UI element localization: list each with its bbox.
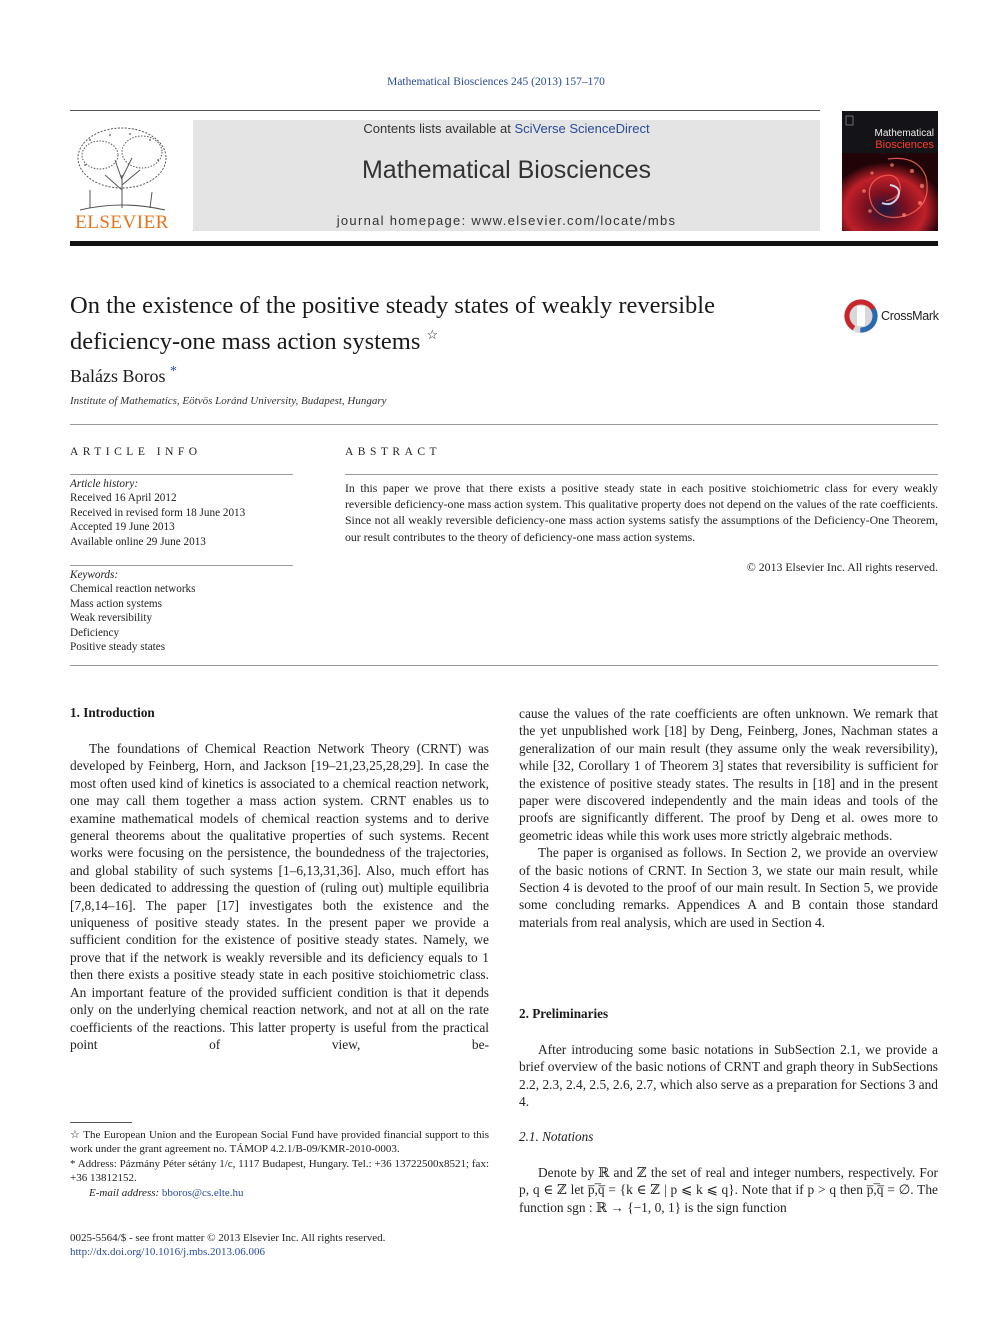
history-item: Accepted 19 June 2013 [70,521,175,534]
crossmark-label[interactable]: CrossMark [881,309,939,323]
cover-title-line1: Mathematical [874,128,934,139]
author-affiliation: Institute of Mathematics, Eötvös Loránd University, Budapest, Hungary [70,395,387,407]
keywords-label: Keywords: [70,569,119,581]
email-line [70,1186,489,1200]
email-label: E-mail address: [89,1186,162,1199]
keyword-item: Weak reversibility [70,612,153,625]
title-block-rule [70,424,938,425]
history-label: Article history: [70,478,139,490]
journal-homepage[interactable]: journal homepage: www.elsevier.com/locate/mbs [336,213,677,228]
author-line [70,364,177,387]
front-matter [70,1231,385,1260]
author-name: Balázs Boros [70,366,166,386]
cover-title-line2: Biosciences [875,139,934,151]
author-footnote-mark[interactable]: * [169,364,177,379]
article-title [70,291,810,356]
issn-line: 0025-5564/$ - see front matter © 2013 Elsevier Inc. All rights reserved. [70,1232,386,1244]
keyword-item: Deficiency [70,626,120,639]
abstract-copyright: © 2013 Elsevier Inc. All rights reserved. [746,560,938,574]
keyword-item: Mass action systems [70,597,162,610]
article-history [70,477,293,549]
preliminaries-text [519,1041,938,1111]
journal-title: Mathematical Biosciences [361,156,651,184]
header-rule [70,110,820,111]
crossmark-icon[interactable] [843,298,879,334]
article-title-line2: deficiency-one mass action systems [70,328,421,355]
funding-footnote: ☆ The European Union and the European Social Fund have provided financial support to this work under the grant agreement no. TÁMOP 4.2.1/B-09/KMR-2010-0003. [70,1129,489,1156]
article-info-heading: ARTICLE INFO [70,446,202,458]
preliminaries-paragraph: After introducing some basic notations in SubSection 2.1, we provide a brief overview of the basic notions of CRNT and graph theory in SubSections 2.2, 2.3, 2.4, 2.5, 2.6, 2.7, which also serve as a preparation for Sections 3 and 4. [519,1042,938,1110]
footnote-rule [70,1122,132,1123]
contents-line [193,121,820,136]
intro-paragraph-2: The paper is organised as follows. In Section 2, we provide an overview of the basic notions of CRNT. In Section 3, we state our main result, while Section 4 is devoted to the proof of our main result. In Section 5, we provide some concluding remarks. Appendices A and B contain those standard materials from real analysis, which are used in Section 4. [519,845,938,930]
journal-citation[interactable]: Mathematical Biosciences 245 (2013) 157–170 [387,76,605,88]
notations-text [519,1164,938,1216]
history-item: Received in revised form 18 June 2013 [70,506,246,519]
intro-paragraph-1: The foundations of Chemical Reaction Network Theory (CRNT) was developed by Feinberg, Horn, and Jackson [19–21,23,25,28,29]. In case the most often used kind of kinetics is associated to a chemical reaction network, one may call them together a mass action system. CRNT enables us to examine mathematical models of chemical reaction systems and to derive general theorems about the qualitative properties of such systems. Recent works were focusing on the persistence, the boundedness of the trajectories, and global stability of such systems [1–6,13,31,36]. Also, much effort has been dedicated to addressing the question of (ruling out) multiple equilibria [7,8,14–16]. The paper [17] investigates both the existence and the uniqueness of positive steady states. In the present paper we provide a sufficient condition for the existence of positive steady states. Namely, we prove that if the network is weakly reversible and its deficiency equals to 1 then there exists a positive steady state in each positive stoichiometric class. An important feature of the provided sufficient condition is that it depends only on the underlying chemical reaction network, and not at all on the rate coefficients of the reactions. This latter property is useful from the practical point of view, be- [70,741,489,1052]
footnotes [70,1128,489,1200]
abstract-rule [345,474,938,475]
intro-paragraph-1-continued: cause the values of the rate coefficients are often unknown. We remark that the yet unpublished work [18] by Deng, Feinberg, Jones, Nachman states a generalization of our main result (they assume only the weak reversibility), while [32, Corollary 1 of Theorem 3] states that reversibility is sufficient for the existence of positive steady states. The results in [18] and in the present paper were discovered independently and the main ideas and tools of the proofs are significantly different. The proof by Deng et al. owes more to geometric ideas while this work uses more strictly algebraic methods. [519,706,938,843]
right-column [519,705,938,931]
history-item: Available online 29 June 2013 [70,535,206,548]
section-heading-preliminaries: 2. Preliminaries [519,1006,609,1021]
abstract-text: In this paper we prove that there exists a positive steady state in each positive stoichiometric class for every weakly reversible deficiency-one mass action system. This qualitative property does not depend on the values of the rate coefficients. Since not all weakly reversible deficiency-one mass action systems satisfy the assumptions of the Deficiency-One Theorem, our result contributes to the theory of deficiency-one mass action systems. [345,481,938,544]
address-footnote: * Address: Pázmány Péter sétány 1/c, 1117 Budapest, Hungary. Tel.: +36 13722500x8521; fax: +36 13812152. [70,1157,489,1185]
header-thick-rule [70,241,938,246]
notations-paragraph: Denote by ℝ and ℤ the set of real and integer numbers, respectively. For p, q ∈ ℤ let p̅,̅q̅ = {k ∈ ℤ | p ⩽ k ⩽ q}. Note that if p > q then p̅,̅q̅ = ∅. The function sgn : ℝ → {−1, 0, 1} is the sign function [519,1165,938,1215]
keywords-rule [70,565,293,566]
abstract-heading: ABSTRACT [345,446,442,458]
email-link[interactable]: bboros@cs.elte.hu [161,1186,244,1199]
abstract-bottom-rule [70,665,938,666]
keywords [70,568,293,654]
sciencedirect-link[interactable]: SciVerse ScienceDirect [514,121,650,136]
keyword-item: Chemical reaction networks [70,583,196,596]
article-info-rule [70,474,293,475]
title-footnote-mark[interactable]: ☆ [426,327,439,342]
journal-cover [842,111,938,231]
left-column [70,740,489,1053]
doi-link[interactable]: http://dx.doi.org/10.1016/j.mbs.2013.06.006 [70,1246,266,1259]
elsevier-wordmark: ELSEVIER [75,212,169,233]
subsection-heading-notations: 2.1. Notations [519,1129,594,1144]
keyword-item: Positive steady states [70,641,166,654]
section-heading-introduction: 1. Introduction [70,705,155,720]
article-title-line1: On the existence of the positive steady states of weakly reversible [70,292,715,319]
contents-prefix: Contents lists available at [363,121,515,136]
history-item: Received 16 April 2012 [70,492,177,505]
